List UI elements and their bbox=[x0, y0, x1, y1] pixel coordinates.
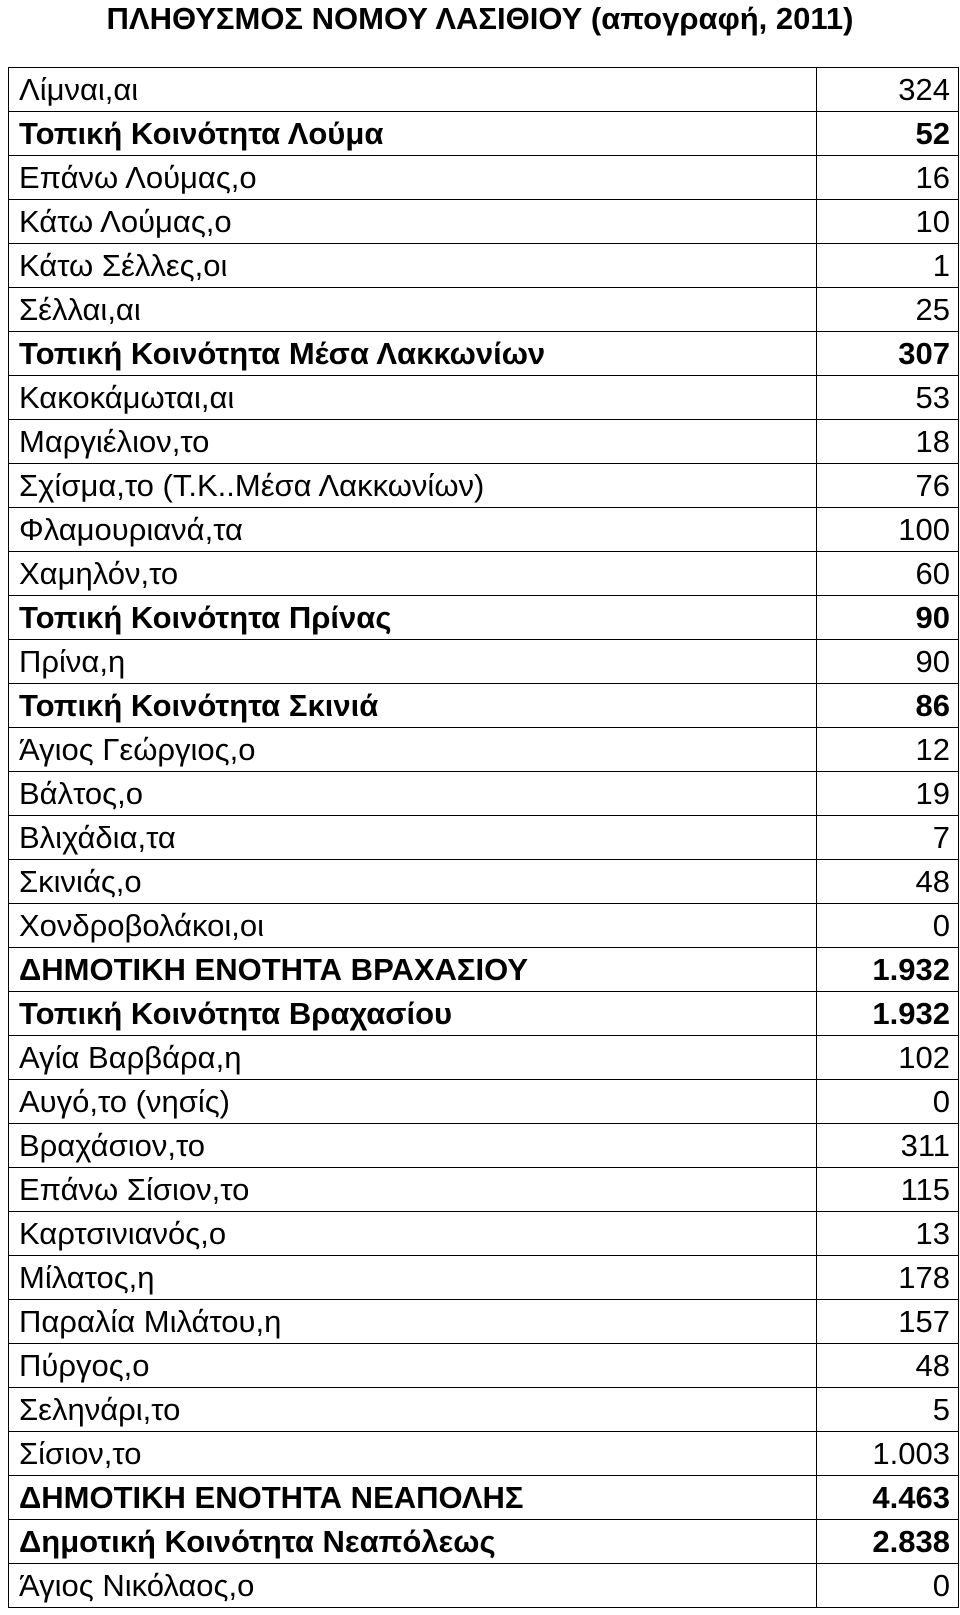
table-row bbox=[9, 1432, 959, 1476]
population-value-cell: 86 bbox=[817, 684, 959, 728]
table-row-subtotal bbox=[9, 1476, 959, 1520]
population-value-cell: 90 bbox=[817, 640, 959, 684]
table-row bbox=[9, 1300, 959, 1344]
population-value-cell: 2.838 bbox=[817, 1520, 959, 1564]
table-row bbox=[9, 1124, 959, 1168]
population-value-cell: 90 bbox=[817, 596, 959, 640]
settlement-name-cell: Επάνω Σίσιον,το bbox=[9, 1168, 817, 1212]
settlement-name-cell: Πύργος,ο bbox=[9, 1344, 817, 1388]
settlement-name-cell: Άγιος Γεώργιος,ο bbox=[9, 728, 817, 772]
population-value-cell: 324 bbox=[817, 68, 959, 112]
settlement-name-cell: Φλαμουριανά,τα bbox=[9, 508, 817, 552]
settlement-name-cell: Τοπική Κοινότητα Πρίνας bbox=[9, 596, 817, 640]
population-value-cell: 13 bbox=[817, 1212, 959, 1256]
table-row bbox=[9, 156, 959, 200]
table-row-subtotal bbox=[9, 948, 959, 992]
population-value-cell: 10 bbox=[817, 200, 959, 244]
settlement-name-cell: Χονδροβολάκοι,οι bbox=[9, 904, 817, 948]
settlement-name-cell: Σέλλαι,αι bbox=[9, 288, 817, 332]
page-title: ΠΛΗΘΥΣΜΟΣ ΝΟΜΟΥ ΛΑΣΙΘΙΟΥ (απογραφή, 2011) bbox=[106, 1, 854, 36]
table-row bbox=[9, 1168, 959, 1212]
population-value-cell: 307 bbox=[817, 332, 959, 376]
settlement-name-cell: Βάλτος,ο bbox=[9, 772, 817, 816]
population-value-cell: 76 bbox=[817, 464, 959, 508]
population-table bbox=[8, 67, 959, 1608]
table-row bbox=[9, 288, 959, 332]
population-value-cell: 1.932 bbox=[817, 948, 959, 992]
table-row bbox=[9, 1212, 959, 1256]
population-value-cell: 52 bbox=[817, 112, 959, 156]
population-value-cell: 5 bbox=[817, 1388, 959, 1432]
population-value-cell: 0 bbox=[817, 904, 959, 948]
table-row bbox=[9, 1036, 959, 1080]
table-row bbox=[9, 1256, 959, 1300]
population-value-cell: 4.463 bbox=[817, 1476, 959, 1520]
settlement-name-cell: Σχίσμα,το (Τ.Κ..Μέσα Λακκωνίων) bbox=[9, 464, 817, 508]
table-row bbox=[9, 244, 959, 288]
settlement-name-cell: Πρίνα,η bbox=[9, 640, 817, 684]
population-value-cell: 157 bbox=[817, 1300, 959, 1344]
settlement-name-cell: Βλιχάδια,τα bbox=[9, 816, 817, 860]
settlement-name-cell: Μίλατος,η bbox=[9, 1256, 817, 1300]
table-row-subtotal bbox=[9, 112, 959, 156]
settlement-name-cell: Βραχάσιον,το bbox=[9, 1124, 817, 1168]
population-value-cell: 18 bbox=[817, 420, 959, 464]
settlement-name-cell: Χαμηλόν,το bbox=[9, 552, 817, 596]
settlement-name-cell: Σεληνάρι,το bbox=[9, 1388, 817, 1432]
settlement-name-cell: ΔΗΜΟΤΙΚΗ ΕΝΟΤΗΤΑ ΝΕΑΠΟΛΗΣ bbox=[9, 1476, 817, 1520]
table-row bbox=[9, 552, 959, 596]
table-row bbox=[9, 860, 959, 904]
settlement-name-cell: Τοπική Κοινότητα Βραχασίου bbox=[9, 992, 817, 1036]
settlement-name-cell: Επάνω Λούμας,ο bbox=[9, 156, 817, 200]
population-value-cell: 1.932 bbox=[817, 992, 959, 1036]
settlement-name-cell: Κακοκάμωται,αι bbox=[9, 376, 817, 420]
population-value-cell: 115 bbox=[817, 1168, 959, 1212]
settlement-name-cell: Τοπική Κοινότητα Σκινιά bbox=[9, 684, 817, 728]
population-value-cell: 19 bbox=[817, 772, 959, 816]
settlement-name-cell: ΔΗΜΟΤΙΚΗ ΕΝΟΤΗΤΑ ΒΡΑΧΑΣΙΟΥ bbox=[9, 948, 817, 992]
table-row bbox=[9, 728, 959, 772]
population-table-body bbox=[9, 68, 959, 1608]
population-value-cell: 16 bbox=[817, 156, 959, 200]
table-row-subtotal bbox=[9, 992, 959, 1036]
settlement-name-cell: Τοπική Κοινότητα Λούμα bbox=[9, 112, 817, 156]
table-row bbox=[9, 1080, 959, 1124]
settlement-name-cell: Καρτσινιανός,ο bbox=[9, 1212, 817, 1256]
table-row bbox=[9, 816, 959, 860]
settlement-name-cell: Τοπική Κοινότητα Μέσα Λακκωνίων bbox=[9, 332, 817, 376]
settlement-name-cell: Αυγό,το (νησίς) bbox=[9, 1080, 817, 1124]
table-row bbox=[9, 376, 959, 420]
population-value-cell: 0 bbox=[817, 1564, 959, 1608]
population-value-cell: 102 bbox=[817, 1036, 959, 1080]
population-value-cell: 100 bbox=[817, 508, 959, 552]
table-row-subtotal bbox=[9, 332, 959, 376]
population-value-cell: 311 bbox=[817, 1124, 959, 1168]
table-row bbox=[9, 1564, 959, 1608]
settlement-name-cell: Άγιος Νικόλαος,ο bbox=[9, 1564, 817, 1608]
table-row-subtotal bbox=[9, 1520, 959, 1564]
population-value-cell: 48 bbox=[817, 860, 959, 904]
table-row-subtotal bbox=[9, 684, 959, 728]
settlement-name-cell: Λίμναι,αι bbox=[9, 68, 817, 112]
population-value-cell: 7 bbox=[817, 816, 959, 860]
settlement-name-cell: Κάτω Σέλλες,οι bbox=[9, 244, 817, 288]
table-row bbox=[9, 200, 959, 244]
population-value-cell: 1 bbox=[817, 244, 959, 288]
table-row bbox=[9, 640, 959, 684]
table-row bbox=[9, 772, 959, 816]
settlement-name-cell: Κάτω Λούμας,ο bbox=[9, 200, 817, 244]
settlement-name-cell: Παραλία Μιλάτου,η bbox=[9, 1300, 817, 1344]
table-row bbox=[9, 464, 959, 508]
table-row bbox=[9, 420, 959, 464]
population-value-cell: 0 bbox=[817, 1080, 959, 1124]
table-row bbox=[9, 1344, 959, 1388]
settlement-name-cell: Δημοτική Κοινότητα Νεαπόλεως bbox=[9, 1520, 817, 1564]
table-row-subtotal bbox=[9, 596, 959, 640]
population-value-cell: 1.003 bbox=[817, 1432, 959, 1476]
population-value-cell: 25 bbox=[817, 288, 959, 332]
population-value-cell: 178 bbox=[817, 1256, 959, 1300]
population-value-cell: 48 bbox=[817, 1344, 959, 1388]
settlement-name-cell: Αγία Βαρβάρα,η bbox=[9, 1036, 817, 1080]
population-value-cell: 53 bbox=[817, 376, 959, 420]
table-row bbox=[9, 1388, 959, 1432]
table-row bbox=[9, 68, 959, 112]
table-row bbox=[9, 508, 959, 552]
settlement-name-cell: Μαργιέλιον,το bbox=[9, 420, 817, 464]
settlement-name-cell: Σκινιάς,ο bbox=[9, 860, 817, 904]
population-value-cell: 12 bbox=[817, 728, 959, 772]
settlement-name-cell: Σίσιον,το bbox=[9, 1432, 817, 1476]
table-row bbox=[9, 904, 959, 948]
population-value-cell: 60 bbox=[817, 552, 959, 596]
